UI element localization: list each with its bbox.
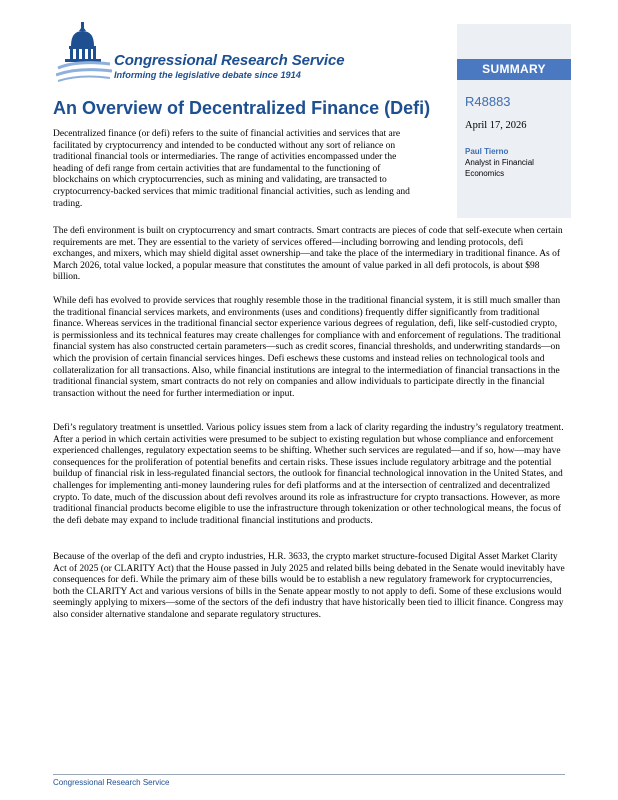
report-date: April 17, 2026 (465, 120, 527, 131)
paragraph: While defi has evolved to provide services that roughly resemble those in the traditional financial system, it is still much smaller than the traditional financial services markets, and environments (uses and conditions) frequently differ significantly from traditional finance. Whereas services in the traditional financial sector experience various degrees of regulation, defi, like self-custodied crypto, is permissionless and its technical features may create challenges for compliance with and enforcement of regulations. The traditional financial system has also constructed certain parameters—such as credit scores, financial thresholds, and underwriting standards—on which the provision of certain financial services hinges. Defi eschews these customs and instead relies on technological tools and collateralization for all transactions. Also, while financial institutions are integral to the intermediation of financial transactions in the traditional financial system, smart contracts do not rely on companies and allow individuals to participate directly in the financial transaction without the need for further intermediation or input. (53, 296, 561, 399)
capitol-dome-icon (56, 22, 112, 82)
org-name: Congressional Research Service (114, 52, 345, 69)
footer-divider (53, 774, 565, 775)
summary-label: SUMMARY (457, 59, 571, 80)
org-tagline: Informing the legislative debate since 1914 (114, 70, 301, 80)
author-title: Analyst in Financial Economics (465, 158, 534, 178)
footer-org-name: Congressional Research Service (53, 778, 170, 787)
paragraph: Because of the overlap of the defi and crypto industries, H.R. 3633, the crypto market structure-focused Digital Asset Market Clarity Act of 2025 (or CLARITY Act) that the House passed in July 2025 and related bills being debated in the Senate would inevitably have consequences for defi. While the primary aim of these bills would be to establish a new regulatory framework for cryptocurrencies, both the CLARITY Act and various versions of bills in the Senate appear mostly to not apply to defi. Some of these exclusions would seemingly applying to mixers—some of the sectors of the defi industry that have historically been tied to illicit finance. Congress may also consider alternative standalone and separate regulatory structures. (53, 552, 565, 620)
summary-sidebar (457, 24, 571, 218)
page-title: An Overview of Decentralized Finance (Defi) (53, 98, 431, 118)
report-number: R48883 (465, 94, 511, 109)
author-name: Paul Tierno (465, 147, 509, 156)
paragraph: Decentralized finance (or defi) refers to the suite of financial activities and services that are facilitated by cryptocurrency and intended to be conducted without any sort of reliance on traditional financial tools or intermediaries. The range of activities encompassed under the heading of defi range from certain activities that are fundamental to the functioning of blockchains on which cryptocurrencies, such as mining and validating, are transacted to cryptocurrency-backed services that mimic traditional financial activities, such as lending and trading. (53, 129, 410, 209)
paragraph: Defi’s regulatory treatment is unsettled. Various policy issues stem from a lack of clarity regarding the industry’s regulatory treatment. After a period in which certain activities were presumed to be subject to existing regulation but whose compliance and enforcement experienced challenges, regulatory expectation seems to be shifting. Whether such services are regulated—and if so, how—may have consequences for the proliferation of potential benefits and certain risks. These issues include regulatory arbitrage and the potential buildup of financial risk in less-regulated financial sectors, the outlook for financial technological innovation in the United States, and challenges for implementing anti-money laundering rules for defi platforms and at the intersection of centralized and decentralized crypto. To date, much of the discussion about defi revolves around its role as infrastructure for crypto transactions. However, as more traditional financial products become eligible to use the infrastructure through tokenization or other technological means, the focus of the defi debate may expand to include traditional financial institutions and products. (53, 423, 564, 526)
crs-logo (56, 22, 346, 84)
paragraph: The defi environment is built on cryptocurrency and smart contracts. Smart contracts are pieces of code that self-execute when certain requirements are met. They are essential to the variety of services offered—including borrowing and lending protocols, defi exchanges, and mixers, which may shield digital asset ownership—and take the place of the intermediary in traditional finance. As of March 2026, total value locked, a popular measure that constitutes the amount of value parked in all defi protocols, is about $98 billion. (53, 226, 563, 283)
